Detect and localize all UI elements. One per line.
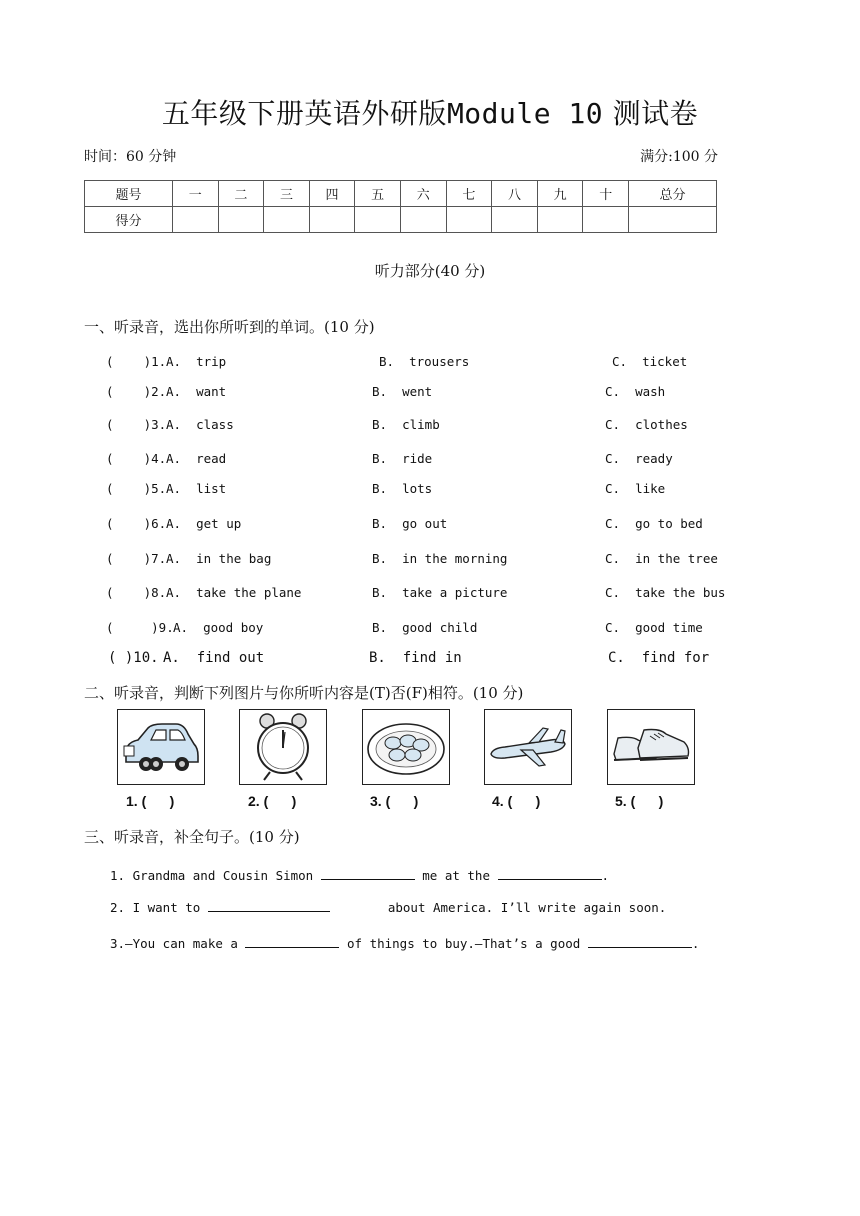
table-cell: 得分 xyxy=(85,207,173,233)
table-cell: 题号 xyxy=(85,181,173,207)
question-number: ( )5. xyxy=(106,481,167,496)
page-title xyxy=(0,92,860,132)
table-cell: 一 xyxy=(172,181,218,207)
picture-label: 3. ( ) xyxy=(370,793,419,809)
option-c: C. in the tree xyxy=(605,551,718,566)
section2-title: 二、听录音，判断下列图片与你所听内容是(T)否(F)相符。(10 分) xyxy=(84,684,524,702)
option-b: B. find in xyxy=(369,650,462,666)
option-c: C. wash xyxy=(605,384,666,399)
title-cn: 五年级下册英语外研版 xyxy=(161,97,447,130)
score-cell[interactable] xyxy=(355,207,401,233)
question-number: ( )9. xyxy=(106,620,174,635)
score-cell[interactable] xyxy=(172,207,218,233)
score-table-score-row xyxy=(85,207,717,233)
fill-sentence-3 xyxy=(110,935,699,951)
plate-of-food-icon xyxy=(362,709,450,785)
option-c: C. like xyxy=(605,481,666,496)
table-cell: 五 xyxy=(355,181,401,207)
picture-label: 1. ( ) xyxy=(126,793,175,809)
option-a: A. good boy xyxy=(173,620,264,635)
option-c: C. take the bus xyxy=(605,585,726,600)
sentence-text: 2. I want to xyxy=(110,900,208,915)
option-a: A. get up xyxy=(166,516,242,531)
score-table-header-row xyxy=(85,181,717,207)
picture-label: 4. ( ) xyxy=(492,793,541,809)
fill-sentence-2 xyxy=(110,899,666,915)
picture-label: 2. ( ) xyxy=(248,793,297,809)
question-number: ( )7. xyxy=(106,551,167,566)
option-c: C. ticket xyxy=(612,354,688,369)
table-cell: 十 xyxy=(583,181,629,207)
option-b: B. climb xyxy=(372,417,440,432)
title-module: Module 10 xyxy=(446,97,604,130)
answer-blank[interactable] xyxy=(245,935,339,948)
score-cell[interactable] xyxy=(218,207,264,233)
table-cell: 四 xyxy=(309,181,355,207)
score-cell[interactable] xyxy=(400,207,446,233)
airplane-icon xyxy=(484,709,572,785)
table-cell: 九 xyxy=(537,181,583,207)
alarm-clock-icon xyxy=(239,709,327,785)
sentence-text: of things to buy.—That’s a good xyxy=(339,936,588,951)
table-cell: 六 xyxy=(400,181,446,207)
listening-heading: 听力部分(40 分) xyxy=(374,262,486,280)
option-b: B. in the morning xyxy=(372,551,508,566)
option-a: A. find out xyxy=(163,650,265,666)
score-cell[interactable] xyxy=(537,207,583,233)
fill-sentence-1 xyxy=(110,867,609,883)
option-b: B. take a picture xyxy=(372,585,508,600)
answer-blank[interactable] xyxy=(498,867,602,880)
score-table xyxy=(84,180,717,233)
question-number: ( )3. xyxy=(106,417,167,432)
score-cell[interactable] xyxy=(492,207,538,233)
option-c: C. clothes xyxy=(605,417,688,432)
score-cell[interactable] xyxy=(309,207,355,233)
question-number: ( )6. xyxy=(106,516,167,531)
question-number: ( )4. xyxy=(106,451,167,466)
section1-title: 一、听录音，选出你所听到的单词。(10 分) xyxy=(84,318,375,336)
option-b: B. went xyxy=(372,384,433,399)
title-tail: 测试卷 xyxy=(612,97,699,130)
sentence-text: about America. I’ll write again soon. xyxy=(387,900,667,915)
sentence-text: 1. Grandma and Cousin Simon xyxy=(110,868,321,883)
question-number: ( )10. xyxy=(108,650,159,666)
option-c: C. good time xyxy=(605,620,703,635)
answer-blank[interactable] xyxy=(321,867,415,880)
table-cell: 七 xyxy=(446,181,492,207)
question-number: ( )2. xyxy=(106,384,167,399)
section3-title: 三、听录音，补全句子。(10 分) xyxy=(84,828,300,846)
question-number: ( )1. xyxy=(106,354,167,369)
answer-blank[interactable] xyxy=(588,935,692,948)
sentence-text: . xyxy=(601,868,610,883)
option-b: B. go out xyxy=(372,516,448,531)
option-b: B. good child xyxy=(372,620,478,635)
table-cell: 八 xyxy=(492,181,538,207)
option-a: A. trip xyxy=(166,354,227,369)
option-a: A. read xyxy=(166,451,227,466)
sentence-text: 3.—You can make a xyxy=(110,936,246,951)
option-b: B. ride xyxy=(372,451,433,466)
table-cell: 总分 xyxy=(629,181,717,207)
option-a: A. take the plane xyxy=(166,585,302,600)
answer-blank[interactable] xyxy=(208,899,330,912)
score-cell[interactable] xyxy=(264,207,310,233)
score-cell[interactable] xyxy=(629,207,717,233)
total-score-label: 满分:100 分 xyxy=(640,149,718,165)
sentence-text: me at the xyxy=(414,868,498,883)
score-cell[interactable] xyxy=(583,207,629,233)
option-c: C. go to bed xyxy=(605,516,703,531)
option-a: A. list xyxy=(166,481,227,496)
option-c: C. find for xyxy=(608,650,710,666)
sentence-text: . xyxy=(691,936,700,951)
option-b: B. trousers xyxy=(379,354,470,369)
shoes-icon xyxy=(607,709,695,785)
picture-label: 5. ( ) xyxy=(615,793,664,809)
option-c: C. ready xyxy=(605,451,673,466)
option-a: A. want xyxy=(166,384,227,399)
option-b: B. lots xyxy=(372,481,433,496)
car-icon xyxy=(117,709,205,785)
table-cell: 三 xyxy=(264,181,310,207)
option-a: A. class xyxy=(166,417,234,432)
score-cell[interactable] xyxy=(446,207,492,233)
option-a: A. in the bag xyxy=(166,551,272,566)
table-cell: 二 xyxy=(218,181,264,207)
time-label: 时间：60 分钟 xyxy=(84,149,177,165)
question-number: ( )8. xyxy=(106,585,167,600)
